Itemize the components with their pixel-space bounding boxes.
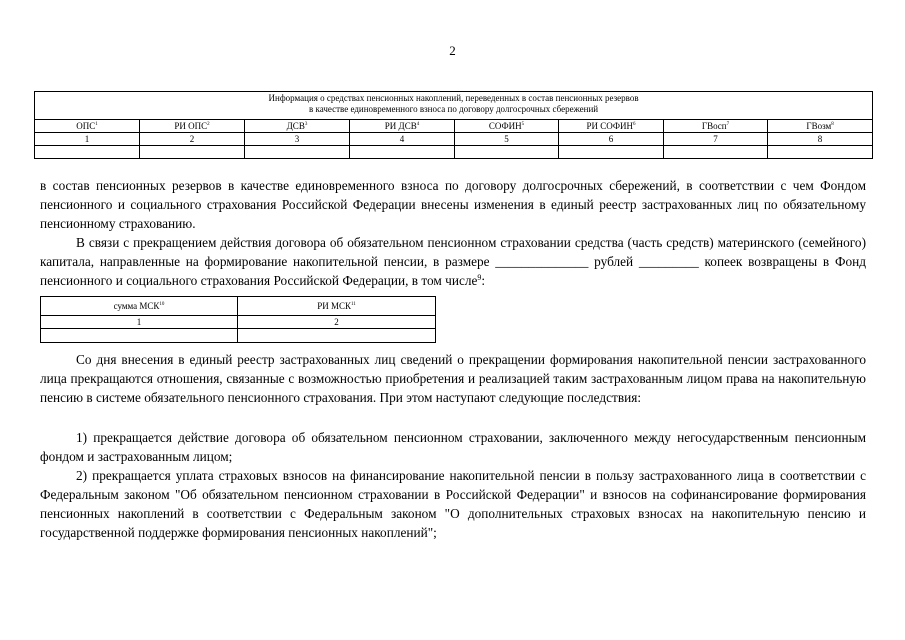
column-number: 5 xyxy=(455,133,559,146)
table-number-row xyxy=(35,133,873,146)
paragraph-msk-return: В связи с прекращением действия договора об обязательном пенсионном страховании средства (часть средств) материнского (семейного) капитала, направленные на формирование накопительной пенсии, в размере ______________ рублей _________ копеек возвращены в Фонд пенсионного и социального страхования Российской Федерации, в том числе$^9$: xyxy=(40,235,866,288)
column-header-ri-ops: РИ ОПС$^2$ xyxy=(140,120,245,133)
column-number: 2 xyxy=(140,133,245,146)
page-number: 2 xyxy=(449,43,456,58)
table-cell xyxy=(245,146,350,159)
footnote-ref: 5 xyxy=(521,121,525,127)
table-cell xyxy=(559,146,664,159)
pension-savings-table xyxy=(34,91,873,159)
footnote-ref: 10 xyxy=(159,301,165,307)
table-number-row xyxy=(41,316,436,329)
msk-table xyxy=(40,296,436,343)
column-number: 3 xyxy=(245,133,350,146)
footnote-ref: 4 xyxy=(416,121,420,127)
table-cell xyxy=(664,146,768,159)
column-number: 2 xyxy=(238,316,436,329)
table-cell xyxy=(238,329,436,343)
list-item-2: 2) прекращается уплата страховых взносов на финансирование накопительной пенсии в пользу застрахованного лица в соответствии с Федеральным законом "Об обязательном пенсионном страховании в Российской Федерации" и взносов на софинансирование формирования пенсионных накоплений в соответствии с Федеральным законом "О дополнительных страховых взносах на накопительную пенсию и государственной поддержке формирования пенсионных накоплений"; xyxy=(40,468,866,540)
table-cell xyxy=(768,146,873,159)
footnote-ref: 3 xyxy=(304,121,308,127)
footnote-ref: 9 xyxy=(477,273,482,282)
column-number: 1 xyxy=(35,133,140,146)
column-header-ri-dsv: РИ ДСВ$^4$ xyxy=(350,120,455,133)
paragraph-reserves: в состав пенсионных резервов в качестве единовременного взноса по договору долгосрочных сбережений, в соответствии с чем Фондом пенсионного и социального страхования Российской Федерации внесены изменения в единый реестр застрахованных лиц по обязательному пенсионному страхованию. xyxy=(40,178,866,231)
column-header-sofin: СОФИН$^5$ xyxy=(455,120,559,133)
column-number: 1 xyxy=(41,316,238,329)
footnote-ref: 2 xyxy=(207,121,210,127)
footnote-ref: 1 xyxy=(95,121,98,127)
table-empty-row xyxy=(41,329,436,343)
table-header-row xyxy=(35,120,873,133)
column-header-ops: ОПС$^1$ xyxy=(35,120,140,133)
column-number: 7 xyxy=(664,133,768,146)
column-header-gvosp: ГВосп$^7$ xyxy=(664,120,768,133)
table-caption-line1: Информация о средствах пенсионных накоплений, переведенных в состав пенсионных резервов xyxy=(268,93,639,103)
table-cell xyxy=(35,146,140,159)
column-number: 4 xyxy=(350,133,455,146)
table-cell xyxy=(455,146,559,159)
footnote-ref: 6 xyxy=(632,121,636,127)
table-cell xyxy=(41,329,238,343)
column-header-ri-sofin: РИ СОФИН$^6$ xyxy=(559,120,664,133)
table-empty-row xyxy=(35,146,873,159)
column-number: 8 xyxy=(768,133,873,146)
table-header-row xyxy=(41,297,436,316)
list-item-1: 1) прекращается действие договора об обязательном пенсионном страховании, заключенного между негосударственным пенсионным фондом и застрахованным лицом; xyxy=(40,430,866,464)
footnote-ref: 7 xyxy=(726,121,730,127)
paragraph-consequences: Со дня внесения в единый реестр застрахованных лиц сведений о прекращении формирования накопительной пенсии застрахованного лица прекращаются отношения, связанные с возможностью приобретения и реализацией таким застрахованным лицом права на накопительную пенсию в системе обязательного пенсионного страхования. При этом наступают следующие последствия: xyxy=(40,352,866,405)
column-header-ri-msk: РИ МСК$^{11}$ xyxy=(238,297,436,316)
column-header-gvozm: ГВозм$^8$ xyxy=(768,120,873,133)
footnote-ref: 8 xyxy=(831,121,834,127)
column-header-dsv: ДСВ$^3$ xyxy=(245,120,350,133)
footnote-ref: 11 xyxy=(350,301,356,307)
table-cell xyxy=(140,146,245,159)
table-cell xyxy=(350,146,455,159)
table-caption-line2: в качестве единовременного взноса по договору долгосрочных сбережений xyxy=(308,104,599,114)
column-number: 6 xyxy=(559,133,664,146)
table-caption xyxy=(35,92,873,120)
column-header-msk-sum: сумма МСК$^{10}$ xyxy=(41,297,238,316)
